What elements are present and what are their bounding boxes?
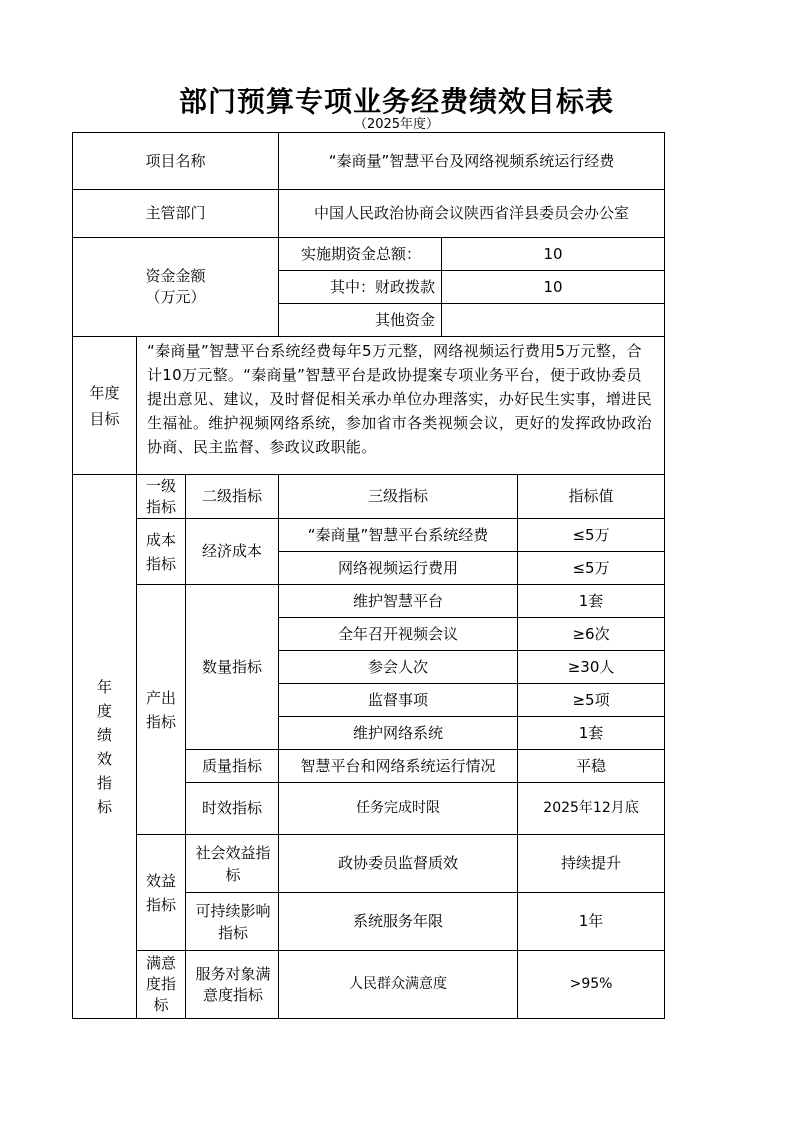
funds-other-label: 其他资金 (279, 304, 442, 337)
header-value: 指标值 (518, 475, 665, 519)
output-time-label: 时效指标 (186, 783, 279, 835)
project-name-value: “秦商量”智慧平台及网络视频系统运行经费 (279, 133, 665, 190)
social-name: 政协委员监督质效 (279, 835, 518, 893)
quantity-row-1-value: 1套 (518, 585, 665, 618)
cost-level1: 成本指标 (137, 519, 186, 585)
indicators-label: 年度绩效指标 (73, 475, 137, 1019)
social-value: 持续提升 (518, 835, 665, 893)
department-label: 主管部门 (73, 190, 279, 238)
project-name-row (73, 133, 665, 190)
cost-row-1-name: “秦商量”智慧平台系统经费 (279, 519, 518, 552)
annual-goal-row (73, 337, 665, 475)
quantity-row-1-name: 维护智慧平台 (279, 585, 518, 618)
department-value: 中国人民政治协商会议陕西省洋县委员会办公室 (279, 190, 665, 238)
cost-row-1-value: ≤5万 (518, 519, 665, 552)
funds-label-line2: （万元） (145, 288, 206, 306)
quantity-row-5-value: 1套 (518, 717, 665, 750)
cost-row-2-value: ≤5万 (518, 552, 665, 585)
header-level3: 三级指标 (279, 475, 518, 519)
table-row (73, 951, 665, 1019)
time-value: 2025年12月底 (518, 783, 665, 835)
satisfaction-level2: 服务对象满意度指标 (186, 951, 279, 1019)
quantity-row-3-name: 参会人次 (279, 651, 518, 684)
table-row (73, 585, 665, 618)
quality-name: 智慧平台和网络系统运行情况 (279, 750, 518, 783)
table-row (73, 519, 665, 552)
page-title: 部门预算专项业务经费绩效目标表 (178, 85, 614, 118)
quantity-row-5-name: 维护网络系统 (279, 717, 518, 750)
page-subtitle: （2025年度） (353, 117, 440, 132)
time-name: 任务完成时限 (279, 783, 518, 835)
funds-total-value: 10 (442, 238, 665, 271)
indicator-header-row (73, 475, 665, 519)
funds-other-value (442, 304, 665, 337)
funds-label (73, 238, 279, 337)
sustain-name: 系统服务年限 (279, 893, 518, 951)
project-name-label: 项目名称 (73, 133, 279, 190)
funds-total-row (73, 238, 665, 271)
benefit-level1: 效益指标 (137, 835, 186, 951)
quantity-row-3-value: ≥30人 (518, 651, 665, 684)
annual-goal-text: “秦商量”智慧平台系统经费每年5万元整，网络视频运行费用5万元整，合计10万元整。“秦商量”智慧平台是政协提案专项业务平台，便于政协委员提出意见、建议，及时督促相关承办单位办理落实，办好民生实事，增进民生福祉。维护视频网络系统，参加省市各类视频会议，更好的发挥政协政治协商、民主监督、参政议政职能。 (137, 337, 665, 475)
header-level2: 二级指标 (186, 475, 279, 519)
quantity-row-2-value: ≥6次 (518, 618, 665, 651)
annual-goal-label: 年度目标 (73, 337, 137, 475)
sustain-value: 1年 (518, 893, 665, 951)
quantity-row-2-name: 全年召开视频会议 (279, 618, 518, 651)
quantity-row-4-value: ≥5项 (518, 684, 665, 717)
satisfaction-level1: 满意度指标 (137, 951, 186, 1019)
funds-total-label: 实施期资金总额： (279, 238, 442, 271)
funds-fiscal-value: 10 (442, 271, 665, 304)
output-level1: 产出指标 (137, 585, 186, 835)
satisfaction-value: >95% (518, 951, 665, 1019)
funds-label-line1: 资金金额 (145, 267, 206, 285)
output-quality-label: 质量指标 (186, 750, 279, 783)
quantity-row-4-name: 监督事项 (279, 684, 518, 717)
satisfaction-name: 人民群众满意度 (279, 951, 518, 1019)
header-level1: 一级指标 (137, 475, 186, 519)
department-row (73, 190, 665, 238)
cost-level2: 经济成本 (186, 519, 279, 585)
performance-table (72, 132, 665, 1019)
cost-row-2-name: 网络视频运行费用 (279, 552, 518, 585)
funds-fiscal-label: 其中：财政拨款 (279, 271, 442, 304)
quality-value: 平稳 (518, 750, 665, 783)
output-quantity-label: 数量指标 (186, 585, 279, 750)
benefit-sustain-label: 可持续影响指标 (186, 893, 279, 951)
table-row (73, 835, 665, 893)
benefit-social-label: 社会效益指标 (186, 835, 279, 893)
